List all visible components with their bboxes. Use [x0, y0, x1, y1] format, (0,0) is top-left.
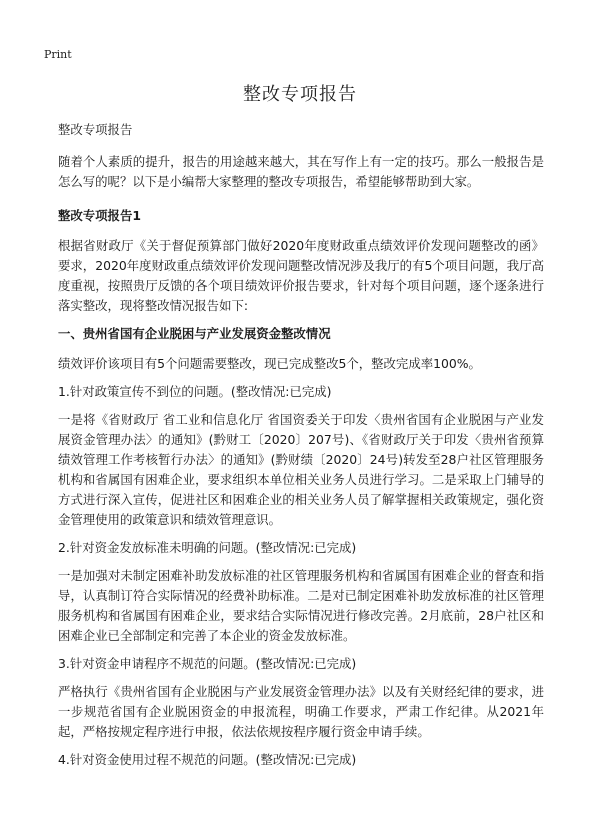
item4-heading: 4.针对资金使用过程不规范的问题。(整改情况:已完成)	[58, 752, 357, 767]
item2-body: 一是加强对未制定困难补助发放标准的社区管理服务机构和省属国有困难企业的督查和指导，认真制订符合实际情况的经费补助标准。二是对已制定困难补助发放标准的社区管理服务机构和省属国有困难企业，要求结合实际情况进行修改完善。2月底前，28户社区和困难企业已全部制定和完善了本企业的资金发放标准。	[58, 568, 544, 643]
subtitle: 整改专项报告	[58, 122, 133, 137]
item1-body: 一是将《省财政厅 省工业和信息化厅 省国资委关于印发〈贵州省国有企业脱困与产业发展资金管理办法〉的通知》(黔财工〔2020〕207号)、《省财政厅关于印发〈贵州省预算绩效管理工作考核暂行办法〉的通知》(黔财绩〔2020〕24号)转发至28户社区管理服务机构和省属国有困难企业，要求组织本单位相关业务人员进行学习。二是采取上门辅导的方式进行深入宣传，促进社区和困难企业的相关业务人员了解掌握相关政策规定，强化资金管理使用的政策意识和绩效管理意识。	[58, 412, 544, 527]
print-link[interactable]: Print	[44, 48, 72, 61]
item3-heading: 3.针对资金申请程序不规范的问题。(整改情况:已完成)	[58, 656, 357, 671]
report1-heading: 整改专项报告1	[58, 208, 141, 223]
item3-body: 严格执行《贵州省国有企业脱困与产业发展资金管理办法》以及有关财经纪律的要求，进一步规范省国有企业脱困资金的申报流程，明确工作要求，严肃工作纪律。从2021年起，严格按规定程序进行申报，依法依规按程序履行资金申请手续。	[58, 684, 544, 739]
page-title: 整改专项报告	[243, 84, 357, 105]
report1-paragraph: 根据省财政厅《关于督促预算部门做好2020年度财政重点绩效评价发现问题整改的函》要求，2020年度财政重点绩效评价发现问题整改情况涉及我厅的有5个项目问题，我厅高度重视，按照贵厅反馈的各个项目绩效评价报告要求，针对每个项目问题，逐个逐条进行落实整改，现将整改情况报告如下:	[58, 238, 544, 313]
intro-paragraph: 随着个人素质的提升，报告的用途越来越大，其在写作上有一定的技巧。那么一般报告是怎么写的呢？以下是小编帮大家整理的整改专项报告，希望能够帮助到大家。	[58, 154, 544, 189]
item2-heading: 2.针对资金发放标准未明确的问题。(整改情况:已完成)	[58, 540, 357, 555]
item1-heading: 1.针对政策宣传不到位的问题。(整改情况:已完成)	[58, 384, 332, 399]
section1-summary: 绩效评价该项目有5个问题需要整改，现已完成整改5个，整改完成率100%。	[58, 356, 481, 371]
document-body	[58, 120, 544, 778]
section1-heading: 一、贵州省国有企业脱困与产业发展资金整改情况	[58, 326, 331, 341]
